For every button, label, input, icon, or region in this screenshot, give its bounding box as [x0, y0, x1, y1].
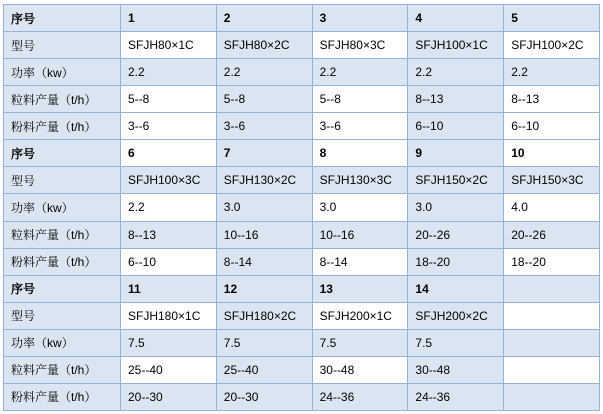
table-row-powder-section2	[4, 248, 600, 275]
cell-model-col5: SFJH100×2C	[504, 32, 600, 59]
row-label-power: 功率（kw）	[4, 59, 121, 86]
cell-power-col9: 3.0	[408, 194, 504, 221]
cell-powder-col9: 18--20	[408, 248, 504, 275]
table-row-power-section1	[4, 59, 600, 86]
cell-power-col7: 3.0	[216, 194, 312, 221]
cell-powder-col6: 6--10	[121, 248, 217, 275]
table-row-model-section2	[4, 167, 600, 194]
cell-pellet-col13: 30--48	[312, 356, 408, 383]
row-label-power: 功率（kw）	[4, 329, 121, 356]
cell-pellet-col4: 8--13	[408, 86, 504, 113]
table-row-serial-section3	[4, 275, 600, 302]
table-row-power-section2	[4, 194, 600, 221]
cell-powder-col4: 6--10	[408, 113, 504, 140]
cell-power-col12: 7.5	[216, 329, 312, 356]
cell-powder-col8: 8--14	[312, 248, 408, 275]
cell-pellet-col6: 8--13	[121, 221, 217, 248]
row-label-model: 型号	[4, 32, 121, 59]
cell-power-col8: 3.0	[312, 194, 408, 221]
row-label-powder: 粉料产量（t/h）	[4, 113, 121, 140]
cell-powder-col14: 24--36	[408, 383, 504, 410]
row-label-pellet: 粒料产量（t/h）	[4, 221, 121, 248]
cell-pellet-col12: 25--40	[216, 356, 312, 383]
cell-power-col6: 2.2	[121, 194, 217, 221]
cell-model-col15	[504, 302, 600, 329]
cell-model-col7: SFJH130×2C	[216, 167, 312, 194]
table-row-pellet-section1	[4, 86, 600, 113]
table-row-power-section3	[4, 329, 600, 356]
cell-model-col8: SFJH130×3C	[312, 167, 408, 194]
cell-model-col6: SFJH100×3C	[121, 167, 217, 194]
cell-model-col1: SFJH80×1C	[121, 32, 217, 59]
cell-powder-col5: 6--10	[504, 113, 600, 140]
cell-power-col14: 7.5	[408, 329, 504, 356]
cell-power-col10: 4.0	[504, 194, 600, 221]
table-row-serial-section1	[4, 5, 600, 32]
cell-serial-col3: 3	[312, 5, 408, 32]
cell-powder-col2: 3--6	[216, 113, 312, 140]
cell-serial-col10: 10	[504, 140, 600, 167]
cell-power-col4: 2.2	[408, 59, 504, 86]
cell-power-col3: 2.2	[312, 59, 408, 86]
cell-pellet-col7: 10--16	[216, 221, 312, 248]
cell-serial-col1: 1	[121, 5, 217, 32]
row-label-power: 功率（kw）	[4, 194, 121, 221]
cell-serial-col5: 5	[504, 5, 600, 32]
cell-pellet-col1: 5--8	[121, 86, 217, 113]
cell-serial-col7: 7	[216, 140, 312, 167]
cell-powder-col1: 3--6	[121, 113, 217, 140]
cell-model-col4: SFJH100×1C	[408, 32, 504, 59]
cell-pellet-col10: 20--26	[504, 221, 600, 248]
cell-serial-col8: 8	[312, 140, 408, 167]
cell-powder-col7: 8--14	[216, 248, 312, 275]
cell-pellet-col9: 20--26	[408, 221, 504, 248]
spec-table-body	[4, 5, 600, 411]
table-row-pellet-section2	[4, 221, 600, 248]
cell-serial-col11: 11	[121, 275, 217, 302]
cell-pellet-col3: 5--8	[312, 86, 408, 113]
cell-pellet-col15	[504, 356, 600, 383]
cell-model-col13: SFJH200×1C	[312, 302, 408, 329]
table-row-serial-section2	[4, 140, 600, 167]
product-spec-table	[3, 4, 600, 411]
table-row-model-section1	[4, 32, 600, 59]
row-label-serial: 序号	[4, 5, 121, 32]
cell-serial-col15	[504, 275, 600, 302]
cell-powder-col3: 3--6	[312, 113, 408, 140]
cell-powder-col13: 24--36	[312, 383, 408, 410]
table-row-powder-section3	[4, 383, 600, 410]
cell-serial-col2: 2	[216, 5, 312, 32]
cell-model-col14: SFJH200×2C	[408, 302, 504, 329]
cell-power-col1: 2.2	[121, 59, 217, 86]
cell-model-col9: SFJH150×2C	[408, 167, 504, 194]
cell-model-col11: SFJH180×1C	[121, 302, 217, 329]
cell-serial-col14: 14	[408, 275, 504, 302]
row-label-pellet: 粒料产量（t/h）	[4, 86, 121, 113]
row-label-model: 型号	[4, 302, 121, 329]
cell-power-col15	[504, 329, 600, 356]
cell-powder-col11: 20--30	[121, 383, 217, 410]
cell-serial-col13: 13	[312, 275, 408, 302]
cell-power-col13: 7.5	[312, 329, 408, 356]
cell-model-col2: SFJH80×2C	[216, 32, 312, 59]
cell-serial-col12: 12	[216, 275, 312, 302]
row-label-serial: 序号	[4, 140, 121, 167]
cell-pellet-col14: 30--48	[408, 356, 504, 383]
cell-pellet-col8: 10--16	[312, 221, 408, 248]
cell-pellet-col5: 8--13	[504, 86, 600, 113]
table-row-powder-section1	[4, 113, 600, 140]
cell-serial-col9: 9	[408, 140, 504, 167]
row-label-pellet: 粒料产量（t/h）	[4, 356, 121, 383]
cell-power-col2: 2.2	[216, 59, 312, 86]
row-label-powder: 粉料产量（t/h）	[4, 383, 121, 410]
row-label-powder: 粉料产量（t/h）	[4, 248, 121, 275]
cell-pellet-col11: 25--40	[121, 356, 217, 383]
cell-power-col5: 2.2	[504, 59, 600, 86]
table-row-model-section3	[4, 302, 600, 329]
cell-powder-col15	[504, 383, 600, 410]
cell-power-col11: 7.5	[121, 329, 217, 356]
cell-model-col10: SFJH150×3C	[504, 167, 600, 194]
cell-serial-col4: 4	[408, 5, 504, 32]
cell-powder-col12: 20--30	[216, 383, 312, 410]
cell-serial-col6: 6	[121, 140, 217, 167]
row-label-model: 型号	[4, 167, 121, 194]
cell-model-col12: SFJH180×2C	[216, 302, 312, 329]
cell-pellet-col2: 5--8	[216, 86, 312, 113]
cell-powder-col10: 18--20	[504, 248, 600, 275]
cell-model-col3: SFJH80×3C	[312, 32, 408, 59]
table-row-pellet-section3	[4, 356, 600, 383]
row-label-serial: 序号	[4, 275, 121, 302]
